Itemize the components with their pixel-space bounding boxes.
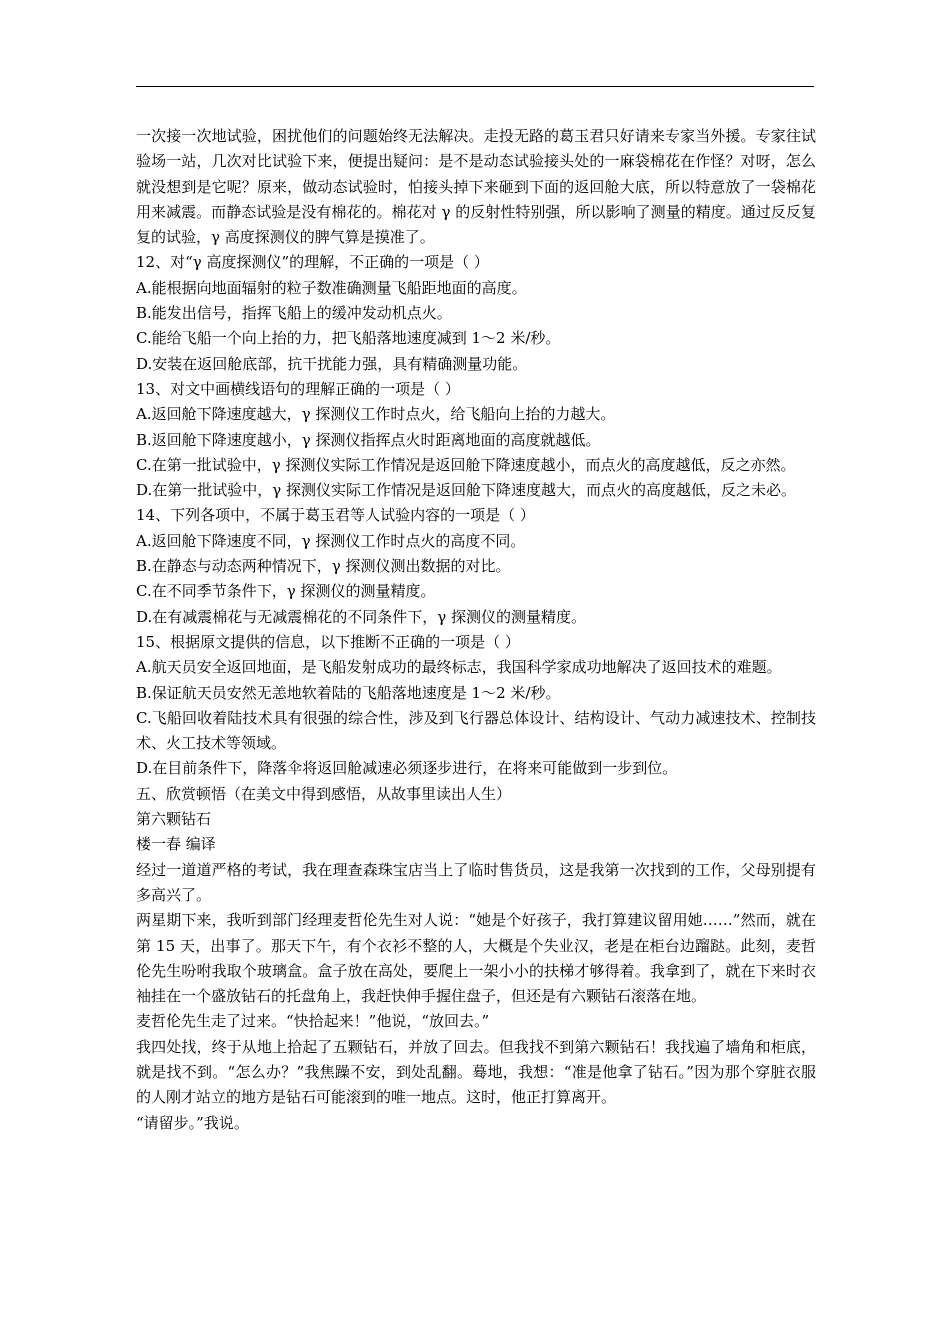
question-14-stem: 14、下列各项中，不属于葛玉君等人试验内容的一项是（ ） (136, 506, 535, 525)
question-13-stem: 13、对文中画横线语句的理解正确的一项是（ ） (136, 379, 460, 398)
question-12-option-d: D.安装在返回舱底部，抗干扰能力强，具有精确测量功能。 (136, 354, 528, 373)
question-15-option-b: B.保证航天员安然无恙地软着陆的飞船落地速度是 1～2 米/秒。 (136, 683, 561, 702)
question-12-option-c: C.能给飞船一个向上抬的力，把飞船落地速度减到 1～2 米/秒。 (136, 329, 561, 348)
question-14-option-d: D.在有减震棉花与无减震棉花的不同条件下，γ 探测仪的测量精度。 (136, 607, 586, 626)
story-paragraph: 麦哲伦先生走了过来。“快拾起来！”他说，“放回去。” (136, 1012, 490, 1031)
document-body (136, 124, 816, 1136)
section-heading: 五、欣赏顿悟（在美文中得到感悟，从故事里读出人生） (136, 784, 512, 803)
story-paragraph: 我四处找，终于从地上拾起了五颗钻石，并放了回去。但我找不到第六颗钻石！我找遍了墙角和柜底，就是找不到。“怎么办？”我焦躁不安，到处乱翻。蓦地，我想：“准是他拿了钻石。”因为那个穿脏衣服的人刚才站立的地方是钻石可能滚到的唯一地点。这时，他正打算离开。 (136, 1037, 816, 1107)
header-rule (136, 86, 814, 87)
question-15-stem: 15、根据原文提供的信息，以下推断不正确的一项是（ ） (136, 632, 520, 651)
question-12-option-b: B.能发出信号，指挥飞船上的缓冲发动机点火。 (136, 304, 452, 323)
question-12-stem: 12、对“γ 高度探测仪”的理解，不正确的一项是（ ） (136, 253, 489, 272)
question-14-option-c: C.在不同季节条件下，γ 探测仪的测量精度。 (136, 582, 436, 601)
question-15-option-d: D.在目前条件下，降落伞将返回舱减速必须逐步进行，在将来可能做到一步到位。 (136, 759, 678, 778)
question-12-option-a: A.能根据向地面辐射的粒子数准确测量飞船距地面的高度。 (136, 278, 527, 297)
story-author: 楼一春 编译 (136, 835, 216, 854)
question-13-option-c: C.在第一批试验中，γ 探测仪实际工作情况是返回舱下降速度越小，而点火的高度越低，反之亦然。 (136, 455, 796, 474)
story-paragraph: “请留步。”我说。 (136, 1113, 249, 1132)
question-13-option-b: B.返回舱下降速度越小，γ 探测仪指挥点火时距离地面的高度就越低。 (136, 430, 601, 449)
question-13-option-a: A.返回舱下降速度越大，γ 探测仪工作时点火，给飞船向上抬的力越大。 (136, 405, 616, 424)
question-15-option-c: C.飞船回收着陆技术具有很强的综合性，涉及到飞行器总体设计、结构设计、气动力减速技术、控制技术、火工技术等领域。 (136, 708, 816, 753)
story-title: 第六颗钻石 (136, 810, 212, 829)
story-paragraph: 经过一道道严格的考试，我在理查森珠宝店当上了临时售货员，这是我第一次找到的工作，父母别提有多高兴了。 (136, 860, 816, 904)
question-13-option-d: D.在第一批试验中，γ 探测仪实际工作情况是返回舱下降速度越大，而点火的高度越低，反之未必。 (136, 481, 796, 500)
question-15-option-a: A.航天员安全返回地面，是飞船发射成功的最终标志，我国科学家成功地解决了返回技术的难题。 (136, 658, 782, 677)
question-14-option-a: A.返回舱下降速度不同，γ 探测仪工作时点火的高度不同。 (136, 531, 526, 550)
intro-paragraph: 一次接一次地试验，困扰他们的问题始终无法解决。走投无路的葛玉君只好请来专家当外援。专家往试验场一站，几次对比试验下来，便提出疑问：是不是动态试验接头处的一麻袋棉花在作怪？对呀，怎么就没想到是它呢？原来，做动态试验时，怕接头掉下来砸到下面的返回舱大底，所以特意放了一袋棉花用来减震。而静态试验是没有棉花的。棉花对 γ 的反射性特别强，所以影响了测量的精度。通过反反复复的试验，γ 高度探测仪的脾气算是摸准了。 (136, 127, 816, 247)
question-14-option-b: B.在静态与动态两种情况下，γ 探测仪测出数据的对比。 (136, 557, 511, 576)
story-paragraph: 两星期下来，我听到部门经理麦哲伦先生对人说：“她是个好孩子，我打算建议留用她……”然而，就在第 15 天，出事了。那天下午，有个衣衫不整的人，大概是个失业汉，老是在柜台边蹓跶。此刻，麦哲伦先生吩咐我取个玻璃盒。盒子放在高处，要爬上一架小小的扶梯才够得着。我拿到了，就在下来时衣袖挂在一个盛放钻石的托盘角上，我赶快伸手握住盘子，但还是有六颗钻石滚落在地。 (136, 911, 816, 1006)
